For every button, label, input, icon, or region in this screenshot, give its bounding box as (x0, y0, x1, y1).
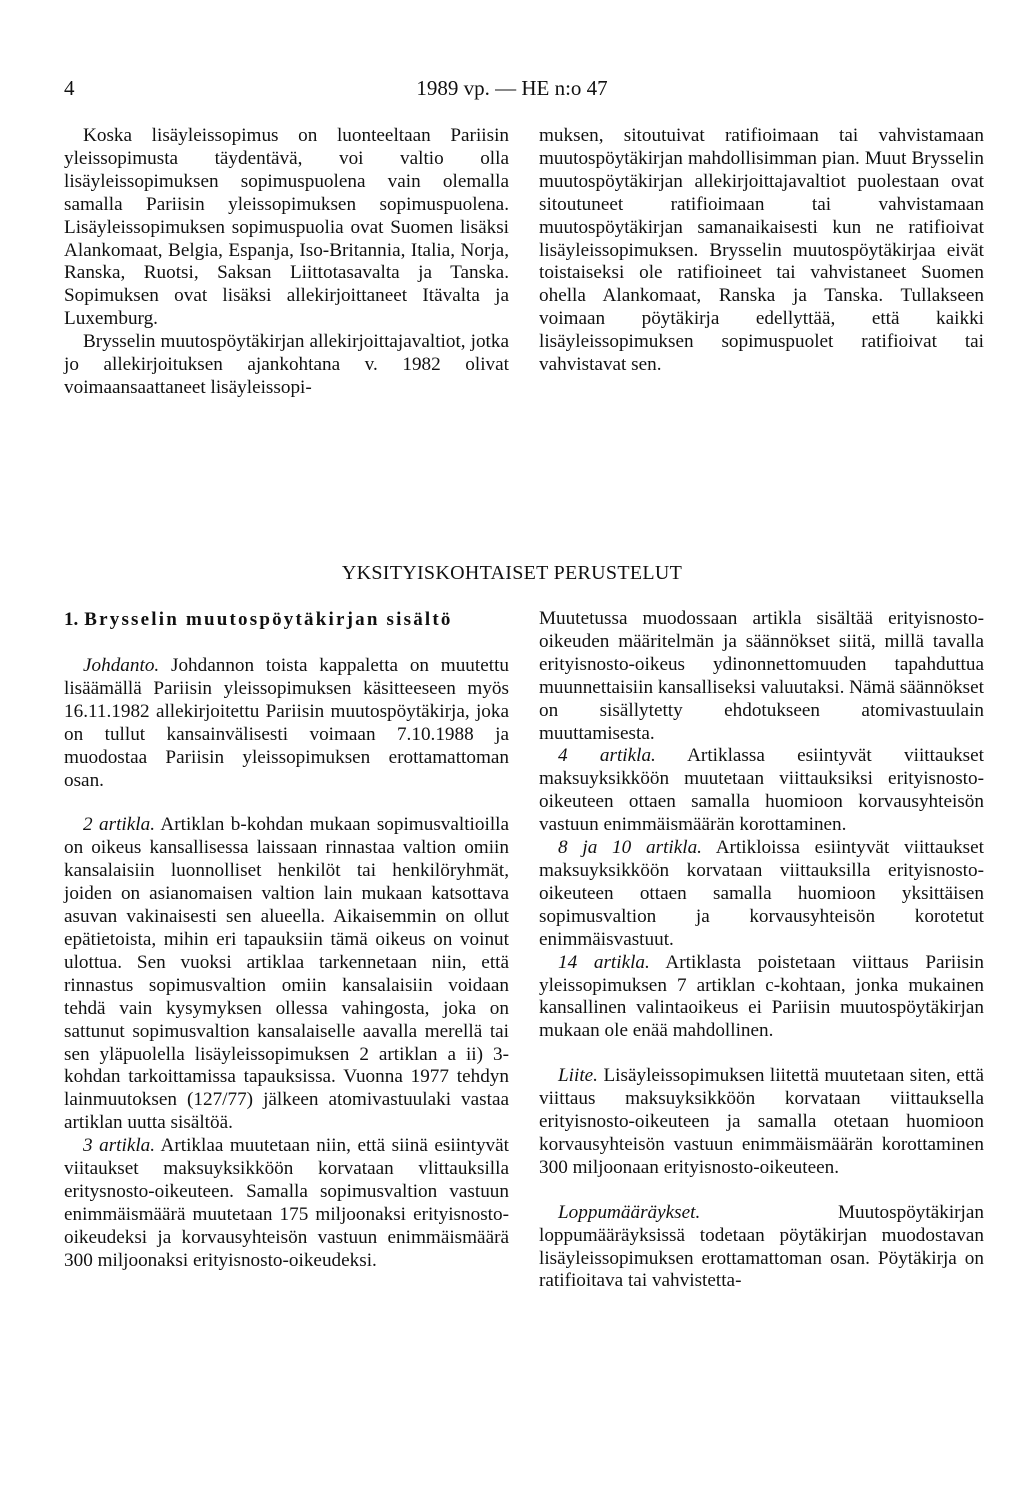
paragraph-lead: 14 artikla. (558, 951, 650, 973)
intro-paragraph-2: Brysselin muutospöytäkirjan allekirjoittajavaltiot, jotka jo allekirjoituksen ajankohtana v. 1982 olivat voimaansaattaneet lisäyleissopi- (64, 331, 509, 398)
paragraph-loppumaaraykset: Loppumääräykset. Muutospöytäkirjan loppumääräyksissä todetaan pöytäkirjan muodostavan lisäyleissopimuksen erottamattoman osan. Pöytäkirja on ratifioitava tai vahvistetta- (539, 1201, 984, 1292)
paragraph-lead: Liite. (558, 1065, 598, 1087)
section-title: YKSITYISKOHTAISET PERUSTELUT (341, 562, 683, 584)
page-number: 4 (64, 76, 75, 100)
paragraph-artikla-4: 4 artikla. Artiklassa esiintyvät viittaukset maksuyksikköön muutetaan viittauksiksi erityisnosto-oikeuteen ottaen samalla huomioon korvausyhteisön vastuun enimmäismäärän korottaminen. (539, 745, 984, 836)
paragraph-artikla-8-10: 8 ja 10 artikla. Artikloissa esiintyvät viittaukset maksuyksikköön korvataan viittauksilla erityisnosto-oikeuteen ottaen samalla huomioon yksittäisen sopimusvaltion ja korvausyhteisön korotetut enimmäisvastuut. (539, 837, 984, 950)
subsection-number: 1. (64, 609, 79, 630)
paragraph-lead: Loppumääräykset. (558, 1201, 701, 1223)
running-head: 1989 vp. — HE n:o 47 (416, 76, 608, 100)
intro-paragraph-continued: muksen, sitoutuivat ratifioimaan tai vahvistamaan muutospöytäkirjan mahdollisimman pian. Muut Brysselin muutospöytäkirjan allekirjoittajavaltiot puolestaan ovat sitoutuneet ratifioimaan tai vahvistamaan muutospöytäkirjan samanaikaisesti kun ne ratifioivat lisäyleissopimuksen. Brysselin muutospöytäkirjaa eivät toistaiseksi ole ratifioineet tai vahvistaneet Suomen ohella Alankomaat, Ranska ja Tanska. Tullakseen voimaan pöytäkirja edellyttää, että kaikki lisäyleissopimuksen sopimuspuolet ratifioivat tai vahvistavat sen. (539, 125, 984, 376)
paragraph-artikla-3: 3 artikla. Artiklaa muutetaan niin, että siinä esiintyvät viitaukset maksuyksikköön korvataan vlittauksilla eritysnosto-oikeuteen. Samalla sopimusvaltion vastuun enimmäismäärä muutetaan 175 miljoonaksi erityisnosto-oikeudeksi ja korvausyhteisön vastuun enimmäismäärä 300 miljoonaksi erityisnosto-oikeudeksi. (64, 1135, 509, 1271)
paragraph-lead: 3 artikla. (83, 1135, 156, 1157)
subsection-title: Brysselin muutospöytäkirjan sisältö (84, 609, 453, 630)
intro-right-column (539, 125, 984, 377)
details-right-column (539, 608, 984, 1293)
paragraph-lead: Johdanto. (83, 655, 160, 676)
paragraph-artikla-14: 14 artikla. Artiklasta poistetaan viittaus Pariisin yleissopimuksen 7 artiklan c-kohtaan, jonka mukainen kansallinen valintaoikeus ei Pariisin muutospöytäkirjan mukaan ole enää mahdollinen. (539, 951, 984, 1042)
paragraph-artikla-2: 2 artikla. Artiklan b-kohdan mukaan sopimusvaltioilla on oikeus kansallisessa laissaan rinnastaa valtion omiin kansalaisiin luonnolliset henkilöt tai henkilöryhmät, joiden on asianomaisen valtion lain mukaan katsottava asuvan vakinaisesti sen alueella. Aikaisemmin on ollut epätietoista, mihin eri tapauksiin tämä oikeus on voinut ulottua. Sen vuoksi artiklaa tarkennetaan niin, että rinnastus sopimusvaltion omiin kansalaisiin voidaan tehdä vain kysymyksen ollessa vahingosta, joka on sattunut sopimusvaltion kansalaiselle aavalla merellä tai sen yläpuolella lisäyleissopimuksen 2 artiklan a ii) 3-kohdan tarkoittamissa tapauksissa. Vuonna 1977 tehdyn lainmuutoksen (127/77) jälkeen atomivastuulaki vastaa artiklan uutta sisältöä. (64, 814, 509, 1134)
paragraph-johdanto: Johdanto. Johdannon toista kappaletta on muutettu lisäämällä Pariisin yleissopimuksen käsitteeseen myös 16.11.1982 allekirjoitettu Pariisin muutospöytäkirja, joka on tullut kansainvälisesti voimaan 7.10.1988 ja muodostaa Pariisin yleissopimuksen erottamattoman osan. (64, 655, 509, 791)
paragraph-lead: 2 artikla. (83, 814, 155, 836)
intro-left-column (64, 125, 509, 400)
details-left-column (64, 608, 509, 1273)
paragraph-liite: Liite. Lisäyleissopimuksen liitettä muutetaan siten, että viittaus maksuyksikköön korvataan viittauksella erityisnosto-oikeuteen ja samalla otetaan huomioon korvausyhteisön vastuun enimmäismäärän korottaminen 300 miljoonaan erityisnosto-oikeuteen. (539, 1065, 984, 1178)
paragraph-lead: 4 artikla. (558, 745, 656, 767)
paragraph-artikla-3-continued: Muutetussa muodossaan artikla sisältää erityisnosto-oikeuden määritelmän ja säännökset siitä, millä tavalla erityisnosto-oikeus ydinonnettomuuden tapahduttua muunnettaisiin kansalliseksi valuutaksi. Nämä säännökset on sisällytetty ehdotukseen atomivastuulain muuttamisesta. (539, 608, 984, 744)
paragraph-lead: 8 ja 10 artikla. (558, 837, 702, 859)
intro-paragraph-1: Koska lisäyleissopimus on luonteeltaan Pariisin yleissopimusta täydentävä, voi valtio olla lisäyleissopimuksen sopimuspuolena vain olemalla samalla Pariisin yleissopimuksen sopimuspuolena. Lisäyleissopimuksen sopimuspuolia ovat Suomen lisäksi Alankomaat, Belgia, Espanja, Iso-Britannia, Italia, Norja, Ranska, Ruotsi, Saksan Liittotasavalta ja Tanska. Sopimuksen ovat lisäksi allekirjoittaneet Itävalta ja Luxemburg. (64, 125, 509, 330)
subsection-heading (64, 608, 509, 631)
